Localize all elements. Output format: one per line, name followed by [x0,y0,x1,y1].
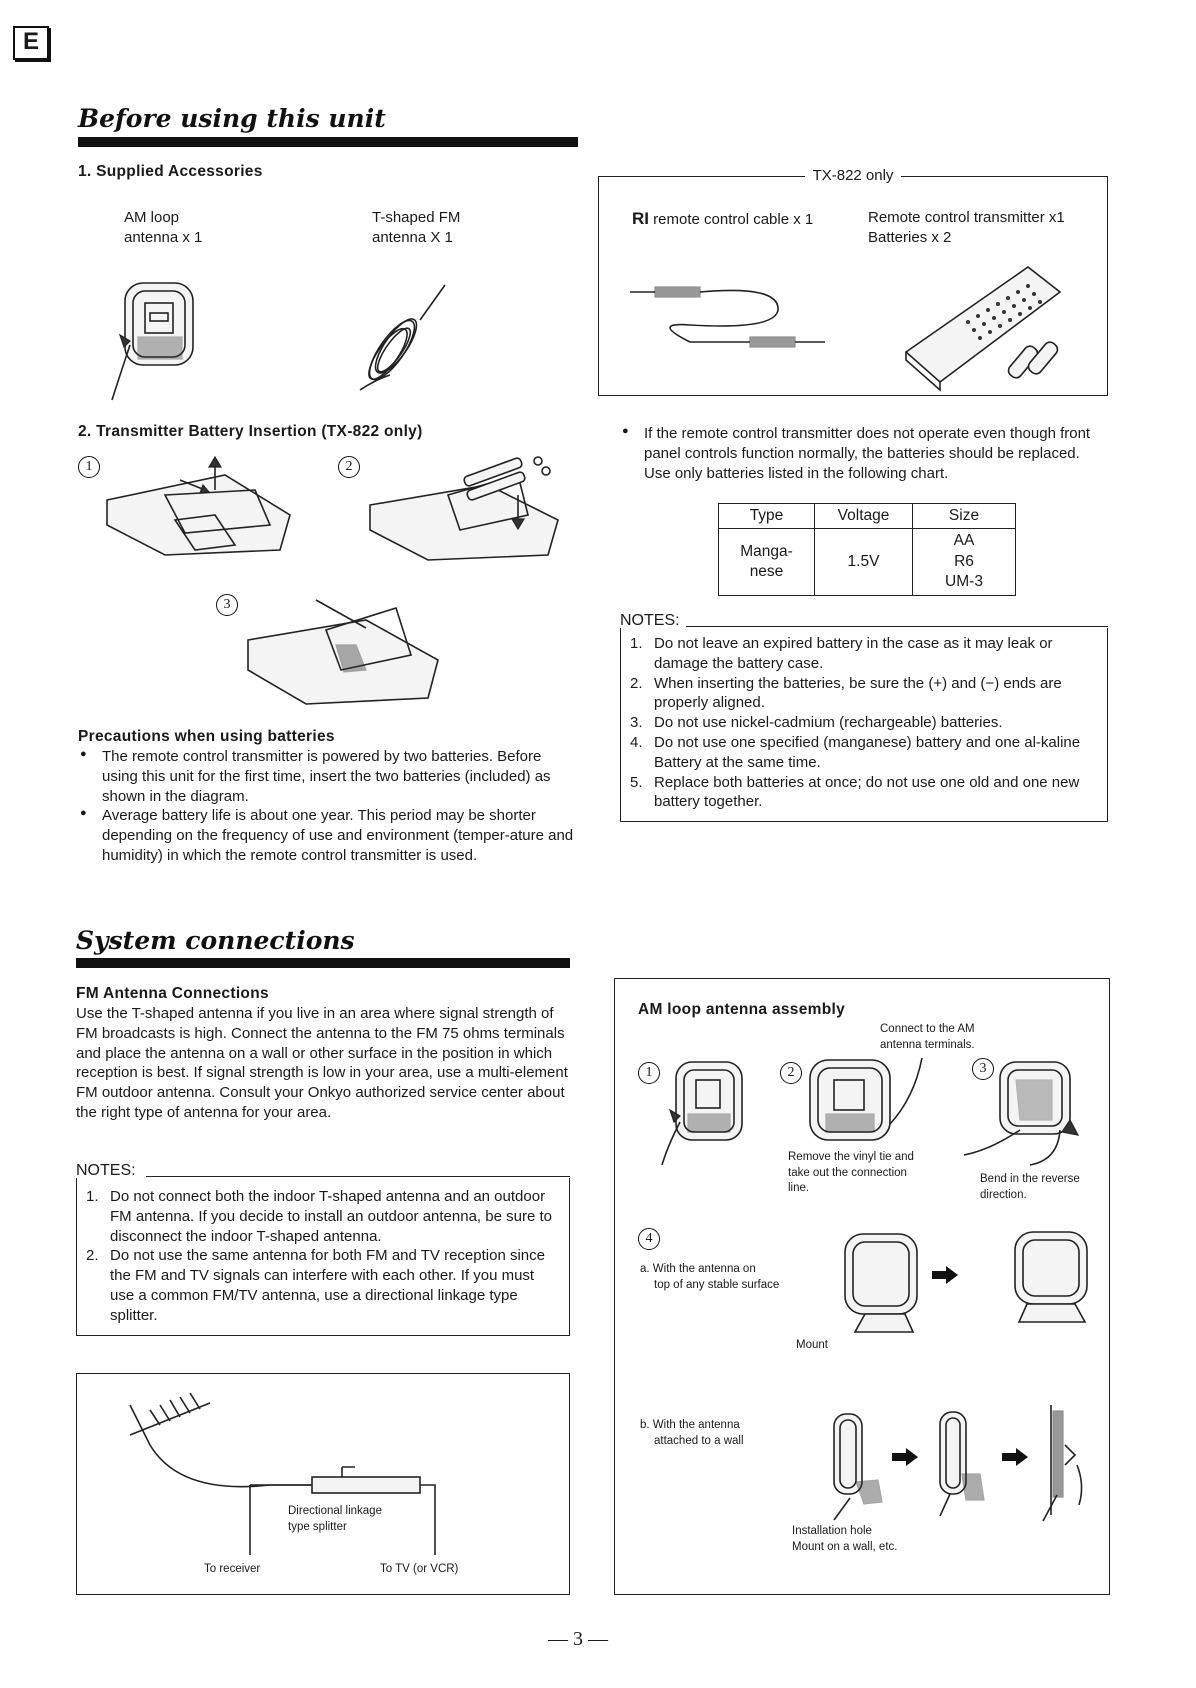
step-a-label: a. With the antenna on top of any stable surface [640,1263,780,1291]
fm-notes-list [86,1187,562,1326]
chart-header-size: Size [913,504,1016,529]
am-wall-step-3-illustration [1035,1405,1095,1525]
chart-header-type: Type [719,504,815,529]
chart-size-cell: AA R6 UM-3 [913,529,1016,595]
connect-am-label: Connect to the AM antenna terminals. [880,1023,975,1051]
fm-note-item: 1. Do not connect both the indoor T-shaped antenna and an outdoor FM antenna. If you decide to install an outdoor antenna, be sure to disconnect the indoor T-shaped antenna. [86,1188,552,1245]
language-badge: E [13,26,49,60]
chart-header-voltage: Voltage [815,504,913,529]
fm-antenna-illustration [350,280,460,400]
remove-tie-label: Remove the vinyl tie and take out the connection line. [788,1151,914,1195]
title-rule [78,137,578,147]
battery-step-2-number: 2 [338,456,360,478]
battery-notes-list [630,634,1100,812]
ri-cable-label [632,208,813,230]
ri-cable-illustration [630,280,830,360]
fm-connections-heading: FM Antenna Connections [76,985,269,1002]
battery-notes-label: NOTES: [620,612,680,629]
am-wall-step-2-illustration [930,1410,990,1520]
fm-connections-body: Use the T-shaped antenna if you live in an area where signal strength of FM broadcasts is high. Connect the antenna to the FM 75 ohms terminals and place the antenna on a wall or other surface in the position in which reception is best. If signal strength is low in your area, use a multi-element FM outdoor antenna. Consult your Onkyo authorized service center about the right type of antenna for your area. [76,1005,568,1121]
am-mount-on-surface-illustration [835,1232,935,1342]
am-step-2-illustration [804,1058,934,1158]
am-mounted-illustration [1005,1230,1095,1325]
battery-note-item: 1. Do not leave an expired battery in the case as it may leak or damage the battery case. [630,635,1053,672]
splitter-diagram [90,1385,560,1585]
am-assembly-heading: AM loop antenna assembly [638,1001,846,1018]
precaution-item: ● Average battery life is about one year. This period may be shorter depending on the frequency of use and environment (temper-ature and humidity) in which the remote control transmitter is used. [78,806,578,865]
tx822-box-title-row [598,166,1108,186]
am-loop-antenna-illustration [100,275,210,405]
battery-step-1-illustration [105,455,295,565]
tx822-box-title: TX-822 only [805,167,902,184]
to-tv-label: To TV (or VCR) [380,1563,459,1575]
title-rule [76,958,570,968]
fm-note-item: 2. Do not use the same antenna for both FM and TV reception since the FM and TV signals can interfere with each other. If you must use a common FM/TV antenna, use a directional linkage type splitter. [86,1247,545,1324]
ri-symbol: RI [632,209,649,228]
bend-label: Bend in the reverse direction. [980,1173,1080,1201]
precautions-heading: Precautions when using batteries [78,728,335,745]
am-wall-step-1-illustration [820,1412,890,1522]
battery-note-item: 5. Replace both batteries at once; do not use one old and one new battery together. [630,773,1080,811]
splitter-label: Directional linkage type splitter [288,1505,382,1533]
chart-type-cell: Manga- nese [719,529,815,595]
arrow-right-icon [1000,1447,1030,1467]
battery-note-item: 4. Do not use one specified (manganese) battery and one al-kaline Battery at the same time. [630,733,1081,771]
supplied-accessories-heading: 1. Supplied Accessories [78,163,263,180]
arrow-right-icon [890,1447,920,1467]
battery-chart [718,503,1016,596]
to-receiver-label: To receiver [204,1563,261,1575]
battery-insertion-heading: 2. Transmitter Battery Insertion (TX-822 only) [78,423,423,440]
am-loop-label: AM loop antenna x 1 [124,209,203,246]
am-step-3-illustration [960,1060,1090,1180]
battery-replace-note [620,424,1110,483]
am-step-1-number: 1 [638,1062,660,1084]
before-using-title: Before using this unit [78,104,386,133]
transmitter-label: Remote control transmitter x1 Batteries x 2 [868,209,1065,246]
precautions-list [78,747,578,866]
system-connections-title: System connections [76,926,355,955]
notes-label-rule [146,1176,570,1177]
fm-antenna-label: T-shaped FM antenna X 1 [372,209,461,246]
battery-step-3-number: 3 [216,594,238,616]
fm-notes-label: NOTES: [76,1162,136,1179]
battery-step-3-illustration [246,600,446,710]
battery-note-item: 3. Do not use nickel-cadmium (rechargeable) batteries. [630,714,1003,732]
page-number: — 3 — [548,1628,608,1650]
am-step-4-number: 4 [638,1228,660,1250]
installation-hole-label: Installation hole Mount on a wall, etc. [792,1525,898,1553]
ri-cable-text: remote control cable x 1 [653,211,814,228]
mount-label: Mount [796,1339,828,1351]
step-b-label: b. With the antenna attached to a wall [640,1419,744,1447]
am-step-1-illustration [658,1060,758,1170]
chart-voltage-cell: 1.5V [815,529,913,595]
remote-transmitter-illustration [898,262,1088,392]
battery-note-item: 2. When inserting the batteries, be sure the (+) and (−) ends are properly aligned. [630,674,1062,712]
notes-label-rule [686,626,1108,627]
battery-step-1-number: 1 [78,456,100,478]
am-step-3-number: 3 [972,1058,994,1080]
am-step-2-number: 2 [780,1062,802,1084]
replace-note-item: ● If the remote control transmitter does not operate even though front panel controls function normally, the batteries should be replaced. Use only batteries listed in the following chart. [620,424,1110,483]
battery-step-2-illustration [368,455,568,565]
precaution-item: ● The remote control transmitter is powered by two batteries. Before using this unit for the first time, insert the two batteries (included) as shown in the diagram. [78,747,578,806]
arrow-right-icon [930,1265,960,1285]
